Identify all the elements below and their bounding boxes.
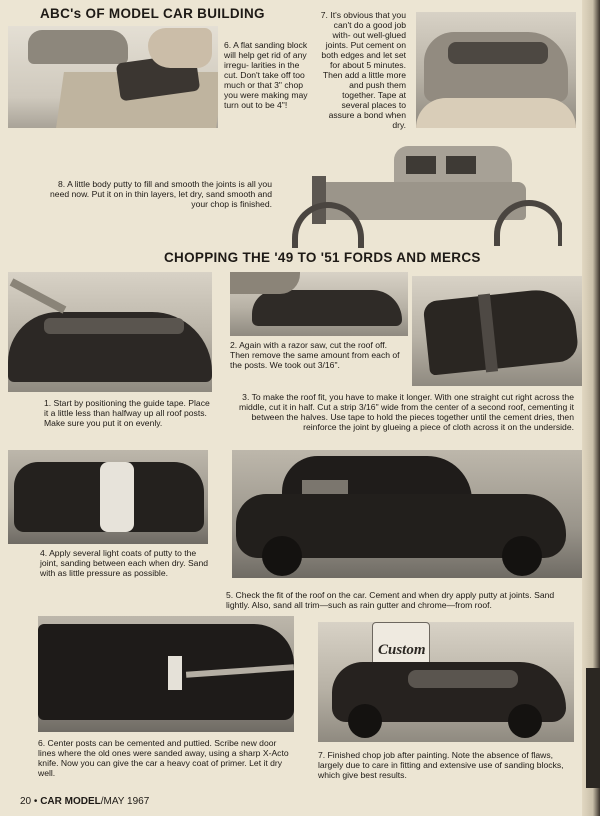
issue-date: /MAY 1967 <box>100 796 150 807</box>
footer-separator: • <box>31 796 41 807</box>
caption-step-2: 2. Again with a razor saw, cut the roof off. Then remove the same amount from each of the posts. We took out 3/16". <box>230 340 400 370</box>
photo-center-posts <box>38 616 294 732</box>
section-title: CHOPPING THE '49 TO '51 FORDS AND MERCS <box>164 250 481 265</box>
caption-step-6-top: 6. A flat sanding block will help get rid of any irregu- larities in the cut. Don't take off too much or that 3" chop you were making may turn out to be 4"! <box>224 40 308 110</box>
caption-step-1: 1. Start by positioning the guide tape. Place it a little less than halfway up all roof posts. Make sure you put it on evenly. <box>44 398 210 428</box>
photo-finished-mercury <box>318 622 574 742</box>
photo-guide-tape <box>8 272 212 392</box>
page-title: ABC's OF MODEL CAR BUILDING <box>40 6 265 21</box>
page-number: 20 <box>20 796 32 807</box>
page-edge-tab <box>586 668 600 788</box>
photo-roof-fit-check <box>232 450 582 578</box>
photo-sedan-chopped <box>282 142 562 248</box>
caption-step-7-top: 7. It's obvious that you can't do a good job with- out well-glued joints. Put cement on both edges and let set for about 5 minutes. Then add a little more and push them together. Tape at several places to assure a bond when dry. <box>320 10 406 130</box>
caption-step-4: 4. Apply several light coats of putty to the joint, sanding between each when dry. Sand with as little pressure as possible. <box>40 548 209 578</box>
photo-roof-cut <box>230 272 408 336</box>
magazine-name: CAR MODEL <box>40 796 101 807</box>
photo-glued-roof <box>416 12 576 128</box>
photo-sanding-block <box>8 26 218 128</box>
caption-step-5: 5. Check the fit of the roof on the car. Cement and when dry apply putty at joints. Sand lightly. Also, sand all trim—such as rain gutter and chrome—from roof. <box>226 590 555 610</box>
photo-roof-lengthened <box>412 276 582 386</box>
caption-step-3: 3. To make the roof fit, you have to make it longer. With one straight cut right across the middle, cut it in half. Cut a strip 3/16" wide from the center of a second roof, cementing it between the halves. Use tape to hold the pieces together until the cement dries, then reinforce the joint by glueing a piece of cloth across it on the underside. <box>238 392 574 432</box>
paint-can-label: Custom <box>378 642 426 658</box>
caption-step-7: 7. Finished chop job after painting. Note the absence of flaws, largely due to care in fitting and extensive use of sanding blocks, which give best results. <box>318 750 564 780</box>
page-footer <box>20 796 149 807</box>
caption-step-8: 8. A little body putty to fill and smooth the joints is all you need now. Put it on in thin layers, let dry, sand smooth and your chop is finished. <box>50 179 272 209</box>
caption-step-6: 6. Center posts can be cemented and puttied. Scribe new door lines where the old ones were sanded away, using a sharp X-Acto knife. Now you can give the car a heavy coat of primer. Let it dry well. <box>38 738 289 778</box>
photo-putty-joint <box>8 450 208 544</box>
